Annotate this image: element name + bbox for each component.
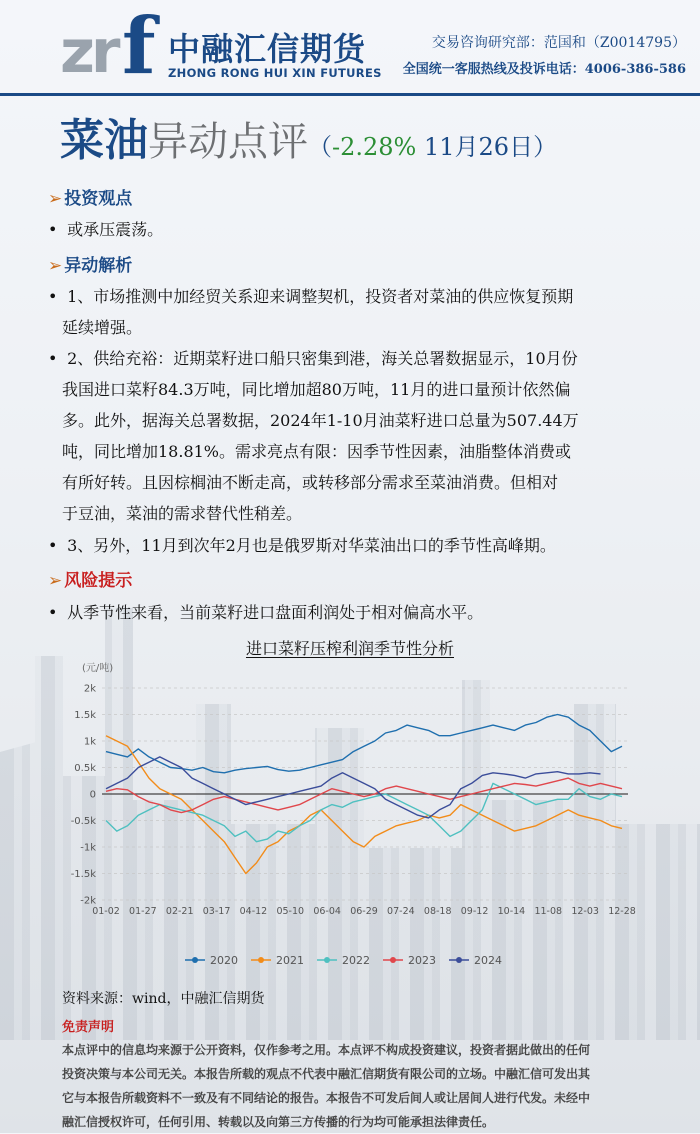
logo-mark-f: f	[122, 1, 156, 92]
section-heading-analysis: ➢ 异动解析	[48, 256, 133, 276]
legend-label: 2024	[474, 954, 502, 967]
header	[0, 0, 700, 92]
seasonal-profit-chart	[60, 655, 650, 985]
y-tick-label: 0.5k	[74, 763, 96, 774]
legend-label: 2021	[276, 954, 304, 967]
legend-marker	[390, 957, 396, 963]
section-heading-risk: ➢ 风险提示	[48, 571, 133, 591]
header-divider	[0, 93, 700, 96]
x-tick-label: 04-12	[239, 906, 268, 917]
disclaimer-text: 本点评中的信息均来源于公开资料，仅作参考之用。本点评不构成投资建议，投资者据此做出的任何 投资决策与本公司无关。本报告所载的观点不代表中融汇信期货有限公司的立场。中融汇信可发出其 它与本报告所载资料不一致及有不同结论的报告。本报告不可发后间人或让居间人进行代发。未经中 融汇信授权许可，任何引用、转载以及向第三方传播的行为均可能承担法律责任。	[62, 1043, 591, 1129]
title-open-paren: （	[308, 133, 332, 161]
series-line-2024	[106, 757, 601, 818]
legend-label: 2022	[342, 954, 370, 967]
hotline: 全国统一客服热线及投诉电话：4006-386-586	[402, 62, 686, 77]
analysis-point-2: • 2、供给充裕：近期菜籽进口船只密集到港，海关总署数据显示，10月份 我国进口菜籽84.3万吨，同比增加超80万吨，11月的进口量预计依然偏 多。此外，据海关总署数据，2024年1-10月油菜籽进口总量为507.44万 吨，同比增加18.81%。需求亮点有限：因季节性因素，油脂整体消费或 有所好转。且因棕榈油不断走高，或转移部分需求至菜油消费。但相对 于豆油，菜油的需求替代性稍差。	[48, 349, 579, 523]
legend-marker	[324, 957, 330, 963]
source-note: 资料来源：wind，中融汇信期货	[62, 991, 265, 1007]
title-date: 11月26日）	[416, 133, 558, 161]
x-tick-label: 12-28	[608, 906, 636, 917]
title-kind: 异动点评	[148, 119, 308, 165]
view-text: • 或承压震荡。	[48, 220, 164, 239]
legend-marker	[192, 957, 198, 963]
y-tick-label: 2k	[83, 683, 96, 695]
price-change: -2.28%	[332, 133, 417, 161]
page-title	[60, 104, 557, 168]
x-tick-label: 12-03	[571, 906, 599, 917]
x-tick-label: 08-18	[423, 906, 452, 917]
x-tick-label: 06-29	[350, 906, 378, 917]
chart-title: 进口菜籽压榨利润季节性分析	[245, 639, 454, 658]
y-tick-label: -1k	[80, 842, 96, 854]
x-tick-label: 11-08	[534, 906, 563, 917]
x-tick-label: 02-21	[165, 906, 194, 917]
x-tick-label: 05-10	[276, 906, 305, 917]
x-tick-label: 10-14	[497, 906, 526, 917]
arrow-icon: ➢	[48, 189, 63, 209]
x-tick-label: 01-27	[129, 906, 157, 917]
disclaimer-heading: 免责声明	[62, 1020, 115, 1035]
y-tick-label: -0.5k	[70, 816, 96, 827]
arrow-icon: ➢	[48, 571, 63, 591]
legend-marker	[258, 957, 264, 963]
analysis-point-3: • 3、另外，11月到次年2月也是俄罗斯对华菜油出口的季节性高峰期。	[48, 536, 556, 555]
series-line-2021	[106, 736, 622, 874]
analyst-contact: 交易咨询研究部：范国和（Z0014795）	[431, 35, 686, 51]
y-axis-unit: (元/吨)	[82, 663, 114, 674]
x-tick-label: 09-12	[460, 906, 489, 917]
analysis-point-1: • 1、市场推测中加经贸关系迎来调整契机，投资者对菜油的供应恢复预期 延续增强。	[48, 287, 574, 337]
series-line-2020	[106, 715, 622, 773]
y-tick-label: -2k	[80, 895, 96, 907]
y-tick-label: -1.5k	[70, 869, 96, 880]
logo-mark: zr	[60, 17, 117, 87]
x-tick-label: 01-02	[92, 906, 120, 917]
legend-label: 2023	[408, 954, 436, 967]
risk-text: • 从季节性来看，当前菜籽进口盘面利润处于相对偏高水平。	[48, 603, 484, 622]
x-tick-label: 03-17	[202, 906, 231, 917]
legend-marker	[456, 957, 462, 963]
y-tick-label: 1k	[83, 736, 96, 748]
y-tick-label: 1.5k	[74, 710, 96, 721]
x-tick-label: 07-24	[387, 906, 415, 917]
title-product: 菜油	[60, 115, 148, 166]
y-tick-label: 0	[89, 789, 96, 801]
section-heading-view: ➢ 投资观点	[48, 189, 133, 209]
company-name-en: ZHONG RONG HUI XIN FUTURES	[168, 66, 382, 80]
company-name-cn: 中融汇信期货	[168, 30, 367, 68]
arrow-icon: ➢	[48, 256, 63, 276]
legend-label: 2020	[210, 954, 238, 967]
x-tick-label: 06-04	[313, 906, 341, 917]
